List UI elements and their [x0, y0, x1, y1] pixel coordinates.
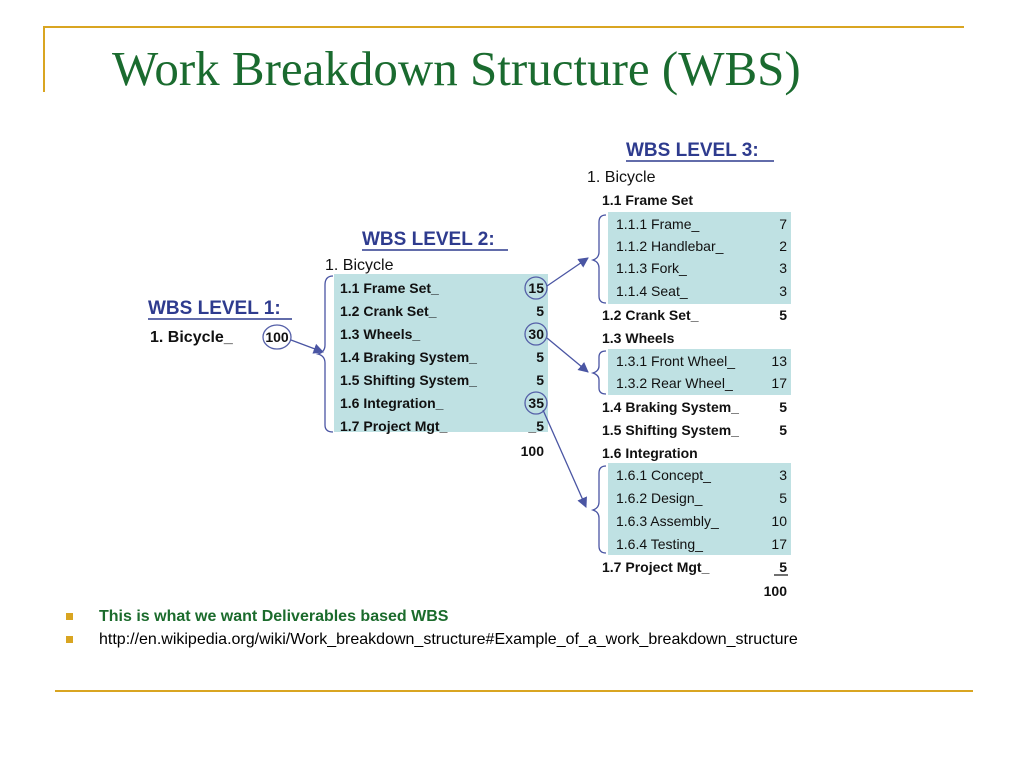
level3-item-label: 1.1.1 Frame_: [616, 216, 700, 232]
level3-item-label: 1.6.4 Testing_: [616, 536, 703, 552]
arrow-level1-to-level2: [291, 340, 323, 352]
bullet-list: [66, 607, 971, 653]
level3-item-value: 13: [771, 353, 787, 369]
level3-integration-brace: [593, 466, 606, 553]
level3-shifting-value: 5: [779, 422, 787, 438]
bullet-square-icon: [66, 613, 73, 620]
level2-item-value: 5: [536, 303, 544, 319]
level2-item-label: 1.2 Crank Set_: [340, 303, 437, 319]
level1-item: 1. Bicycle_: [150, 329, 233, 346]
level2-item-label: 1.1 Frame Set_: [340, 280, 439, 296]
level3-root: 1. Bicycle: [587, 169, 656, 186]
level2-total: 100: [520, 443, 544, 459]
level2-brace: [318, 276, 333, 432]
slide-title: Work Breakdown Structure (WBS): [112, 41, 801, 96]
level3-item-value: 3: [779, 283, 787, 299]
level3-item-value: 10: [771, 513, 787, 529]
level3-braking-label: 1.4 Braking System_: [602, 399, 739, 415]
level2-item-value: 5: [536, 349, 544, 365]
level2-item-label: 1.5 Shifting System_: [340, 372, 477, 388]
bullet-item: [66, 607, 971, 626]
level2-item-value: 35: [528, 395, 544, 411]
arrow-integration: [543, 410, 586, 507]
level3-item-label: 1.1.4 Seat_: [616, 283, 688, 299]
level3-project-mgt-label: 1.7 Project Mgt_: [602, 559, 710, 575]
level3-item-label: 1.1.3 Fork_: [616, 260, 687, 276]
arrow-wheels: [547, 338, 588, 372]
wikipedia-link[interactable]: http://en.wikipedia.org/wiki/Work_breakdown_structure#Example_of_a_work_breakdown_structure: [99, 631, 798, 648]
level3-item-label: 1.3.2 Rear Wheel_: [616, 375, 733, 391]
arrow-frame-set: [547, 258, 588, 286]
level3-item-value: 5: [779, 490, 787, 506]
bullet-square-icon: [66, 636, 73, 643]
level3-item-value: 7: [779, 216, 787, 232]
level3-frame-set-brace: [593, 215, 606, 303]
level3-frame-set-header: 1.1 Frame Set: [602, 192, 694, 208]
level2-item-label: 1.4 Braking System_: [340, 349, 477, 365]
level3-item-label: 1.6.2 Design_: [616, 490, 703, 506]
level3-item-label: 1.6.1 Concept_: [616, 467, 711, 483]
level3-item-value: 3: [779, 467, 787, 483]
level2-item-value: 15: [528, 280, 544, 296]
bullet-text: This is what we want Deliverables based WBS: [99, 608, 449, 625]
level3-crank-set-value: 5: [779, 307, 787, 323]
level3-integration-header: 1.6 Integration: [602, 445, 698, 461]
level3-braking-value: 5: [779, 399, 787, 415]
level3-item-value: 3: [779, 260, 787, 276]
level3-item-value: 17: [771, 536, 787, 552]
level3-item-value: 2: [779, 238, 787, 254]
level3-wheels-brace: [593, 351, 606, 394]
level3-crank-set-label: 1.2 Crank Set_: [602, 307, 699, 323]
frame-bottom-line: [55, 690, 973, 692]
level2-heading: WBS LEVEL 2:: [362, 229, 495, 250]
level3-heading: WBS LEVEL 3:: [626, 140, 759, 161]
level2-root: 1. Bicycle: [325, 257, 394, 274]
level3-total: 100: [763, 583, 787, 599]
level3-item-label: 1.3.1 Front Wheel_: [616, 353, 736, 369]
level3-item-label: 1.1.2 Handlebar_: [616, 238, 724, 254]
level2-item-value: 30: [528, 326, 544, 342]
level2-item-label: 1.3 Wheels_: [340, 326, 421, 342]
level1-total: 100: [265, 329, 289, 345]
bullet-item: [66, 630, 971, 649]
level3-project-mgt-value: 5: [779, 559, 787, 575]
level1-heading: WBS LEVEL 1:: [148, 298, 281, 319]
level2-item-label: 1.6 Integration_: [340, 395, 444, 411]
level2-item-label: 1.7 Project Mgt_: [340, 418, 448, 434]
level3-item-value: 17: [771, 375, 787, 391]
level2-item-value: 5: [536, 372, 544, 388]
level3-wheels-header: 1.3 Wheels: [602, 330, 675, 346]
level3-item-label: 1.6.3 Assembly_: [616, 513, 719, 529]
level2-item-value: _5: [528, 418, 544, 434]
level3-shifting-label: 1.5 Shifting System_: [602, 422, 739, 438]
